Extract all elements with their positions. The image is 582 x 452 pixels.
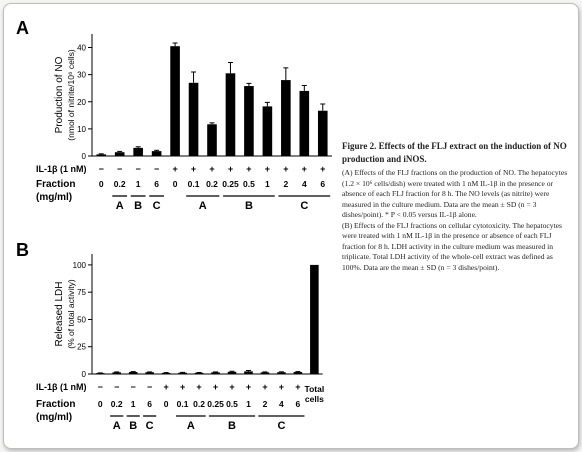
y-tick-label: 40 [77, 43, 86, 53]
group-label: A [198, 200, 207, 212]
il1b-sign: − [114, 382, 120, 392]
total-cells-label: Total [304, 384, 325, 394]
group-label: C [300, 200, 309, 212]
il1b-sign: + [227, 164, 234, 174]
bar [310, 265, 319, 374]
bar [294, 372, 303, 374]
figure-caption [342, 140, 570, 273]
fraction-dose: 4 [279, 399, 284, 409]
bar [263, 106, 273, 156]
row-label-fraction: Fraction [36, 399, 76, 410]
y-axis-label-units: (% of total activity) [66, 279, 76, 349]
il1b-sign: + [196, 382, 202, 392]
bar [261, 372, 270, 374]
fraction-dose: 0 [98, 179, 104, 189]
fraction-dose: 0.25 [207, 399, 224, 409]
caption-panel-b: (B) Effects of the FLJ fractions on cellular cytotoxicity. The hepatocytes were treated with 1 nM IL-1β in the presence or absence of each FLJ fraction for 8 h. LDH activity in the culture medium was measured in triplicate. Total LDH activity of the whole-cell extract was defined as 100%. Data are the mean ± SD (n = 3 dishes/point). [342, 220, 563, 272]
fraction-dose: 0 [172, 179, 178, 189]
il1b-sign: + [295, 382, 301, 392]
fraction-dose: 6 [320, 179, 326, 189]
il1b-sign: − [97, 382, 103, 392]
fraction-dose: 2 [262, 399, 268, 409]
bar [133, 148, 143, 156]
y-tick-label: 0 [81, 370, 86, 379]
il1b-sign: − [117, 164, 123, 174]
group-label: C [277, 420, 286, 432]
fraction-dose: 6 [147, 399, 153, 409]
chart-b [36, 254, 324, 432]
fraction-dose: 0.1 [187, 179, 200, 189]
bar [145, 372, 154, 374]
fraction-dose: 0.25 [222, 179, 239, 189]
fraction-dose: 6 [295, 399, 301, 409]
bar [195, 373, 204, 374]
il1b-sign: − [153, 164, 160, 174]
bar [244, 86, 254, 156]
group-label: B [228, 420, 236, 432]
panel-a-letter: A [16, 18, 29, 38]
il1b-sign: − [130, 382, 136, 392]
fraction-dose: 0.2 [113, 179, 126, 189]
y-axis-label: Production of NO [54, 56, 65, 134]
fraction-dose: 0.5 [226, 399, 238, 409]
y-axis-label-units: (nmol of nitrite/10⁶ cells) [66, 49, 76, 141]
bar [244, 371, 253, 374]
y-tick-label: 75 [77, 288, 86, 298]
bar [170, 46, 180, 156]
fraction-dose: 0.2 [193, 399, 205, 409]
bar [178, 373, 187, 374]
group-label: C [152, 200, 161, 212]
group-label: B [129, 420, 138, 432]
bar [152, 151, 162, 156]
caption-title: Figure 2. Effects of the FLJ extract on the induction of NO production and iNOS. [342, 141, 567, 164]
y-tick-label: 20 [77, 97, 86, 107]
group-label: A [115, 200, 124, 212]
il1b-sign: + [301, 164, 307, 174]
group-label: B [244, 200, 253, 212]
bar [277, 372, 286, 374]
fraction-dose: 0 [163, 399, 169, 409]
il1b-sign: + [212, 382, 219, 392]
fraction-dose: 1 [265, 179, 270, 189]
il1b-sign: + [246, 164, 252, 174]
il1b-sign: + [264, 164, 271, 174]
fraction-dose: 0.5 [243, 179, 255, 189]
il1b-sign: + [320, 164, 326, 174]
fraction-dose: 0.1 [176, 399, 189, 409]
fraction-dose: 0.2 [110, 399, 123, 409]
y-tick-label: 30 [77, 70, 86, 80]
row-label-unit: (mg/ml) [36, 192, 73, 203]
bar [129, 372, 138, 374]
il1b-sign: + [262, 382, 268, 392]
bar [96, 154, 106, 156]
il1b-sign: + [283, 164, 289, 174]
total-cells-label-2: cells [304, 394, 324, 404]
y-tick-label: 10 [77, 124, 86, 134]
group-label: A [186, 420, 195, 432]
il1b-sign: + [179, 382, 186, 392]
bar [207, 124, 217, 156]
bar [115, 152, 125, 156]
fraction-dose: 6 [154, 179, 159, 189]
group-label: A [112, 420, 121, 432]
fraction-dose: 0.2 [206, 179, 218, 189]
row-label-unit: (mg/ml) [36, 412, 73, 423]
row-label-il1b: IL-1β (1 nM) [36, 382, 87, 392]
fraction-dose: 1 [246, 399, 251, 409]
fraction-dose: 0 [97, 399, 103, 409]
il1b-sign: − [147, 382, 153, 392]
il1b-sign: − [98, 164, 104, 174]
il1b-sign: + [278, 382, 285, 392]
il1b-sign: − [135, 164, 141, 174]
bar [281, 80, 291, 156]
bar [211, 372, 220, 374]
bar [300, 91, 310, 156]
fraction-dose: 1 [130, 399, 136, 409]
row-label-il1b: IL-1β (1 nM) [36, 164, 87, 174]
bar [318, 111, 328, 156]
il1b-sign: + [229, 382, 235, 392]
y-tick-label: 25 [77, 342, 86, 352]
y-tick-label: 100 [72, 260, 86, 270]
il1b-sign: + [209, 164, 215, 174]
row-label-fraction: Fraction [36, 179, 76, 190]
fraction-dose: 2 [283, 179, 289, 189]
il1b-sign: + [245, 382, 252, 392]
il1b-sign: + [172, 164, 178, 174]
bar [228, 372, 237, 374]
group-label: B [134, 200, 143, 212]
figure-frame [3, 3, 579, 449]
y-tick-label: 0 [81, 152, 86, 161]
caption-panel-a: (A) Effects of the FLJ fractions on the production of NO. The hepatocytes (1.2 × 10⁶ cells/dish) were treated with 1 nM IL-1β in the presence or absence of each FLJ fraction for 8 h. The NO levels (as nitrite) were measured in the culture medium. Data are the mean ± SD (n = 3 dishes/point). * P < 0.05 versus IL-1β alone. [342, 168, 568, 219]
panel-b-letter: B [16, 240, 29, 260]
il1b-sign: + [163, 382, 169, 392]
bar [189, 83, 199, 156]
fraction-dose: 1 [135, 179, 141, 189]
bar [226, 73, 236, 156]
il1b-sign: + [190, 164, 197, 174]
chart-a [36, 34, 332, 212]
y-tick-label: 50 [77, 315, 86, 325]
group-label: C [145, 420, 154, 432]
y-axis-label: Released LDH [54, 281, 65, 347]
fraction-dose: 4 [301, 179, 307, 189]
bar [112, 372, 121, 374]
